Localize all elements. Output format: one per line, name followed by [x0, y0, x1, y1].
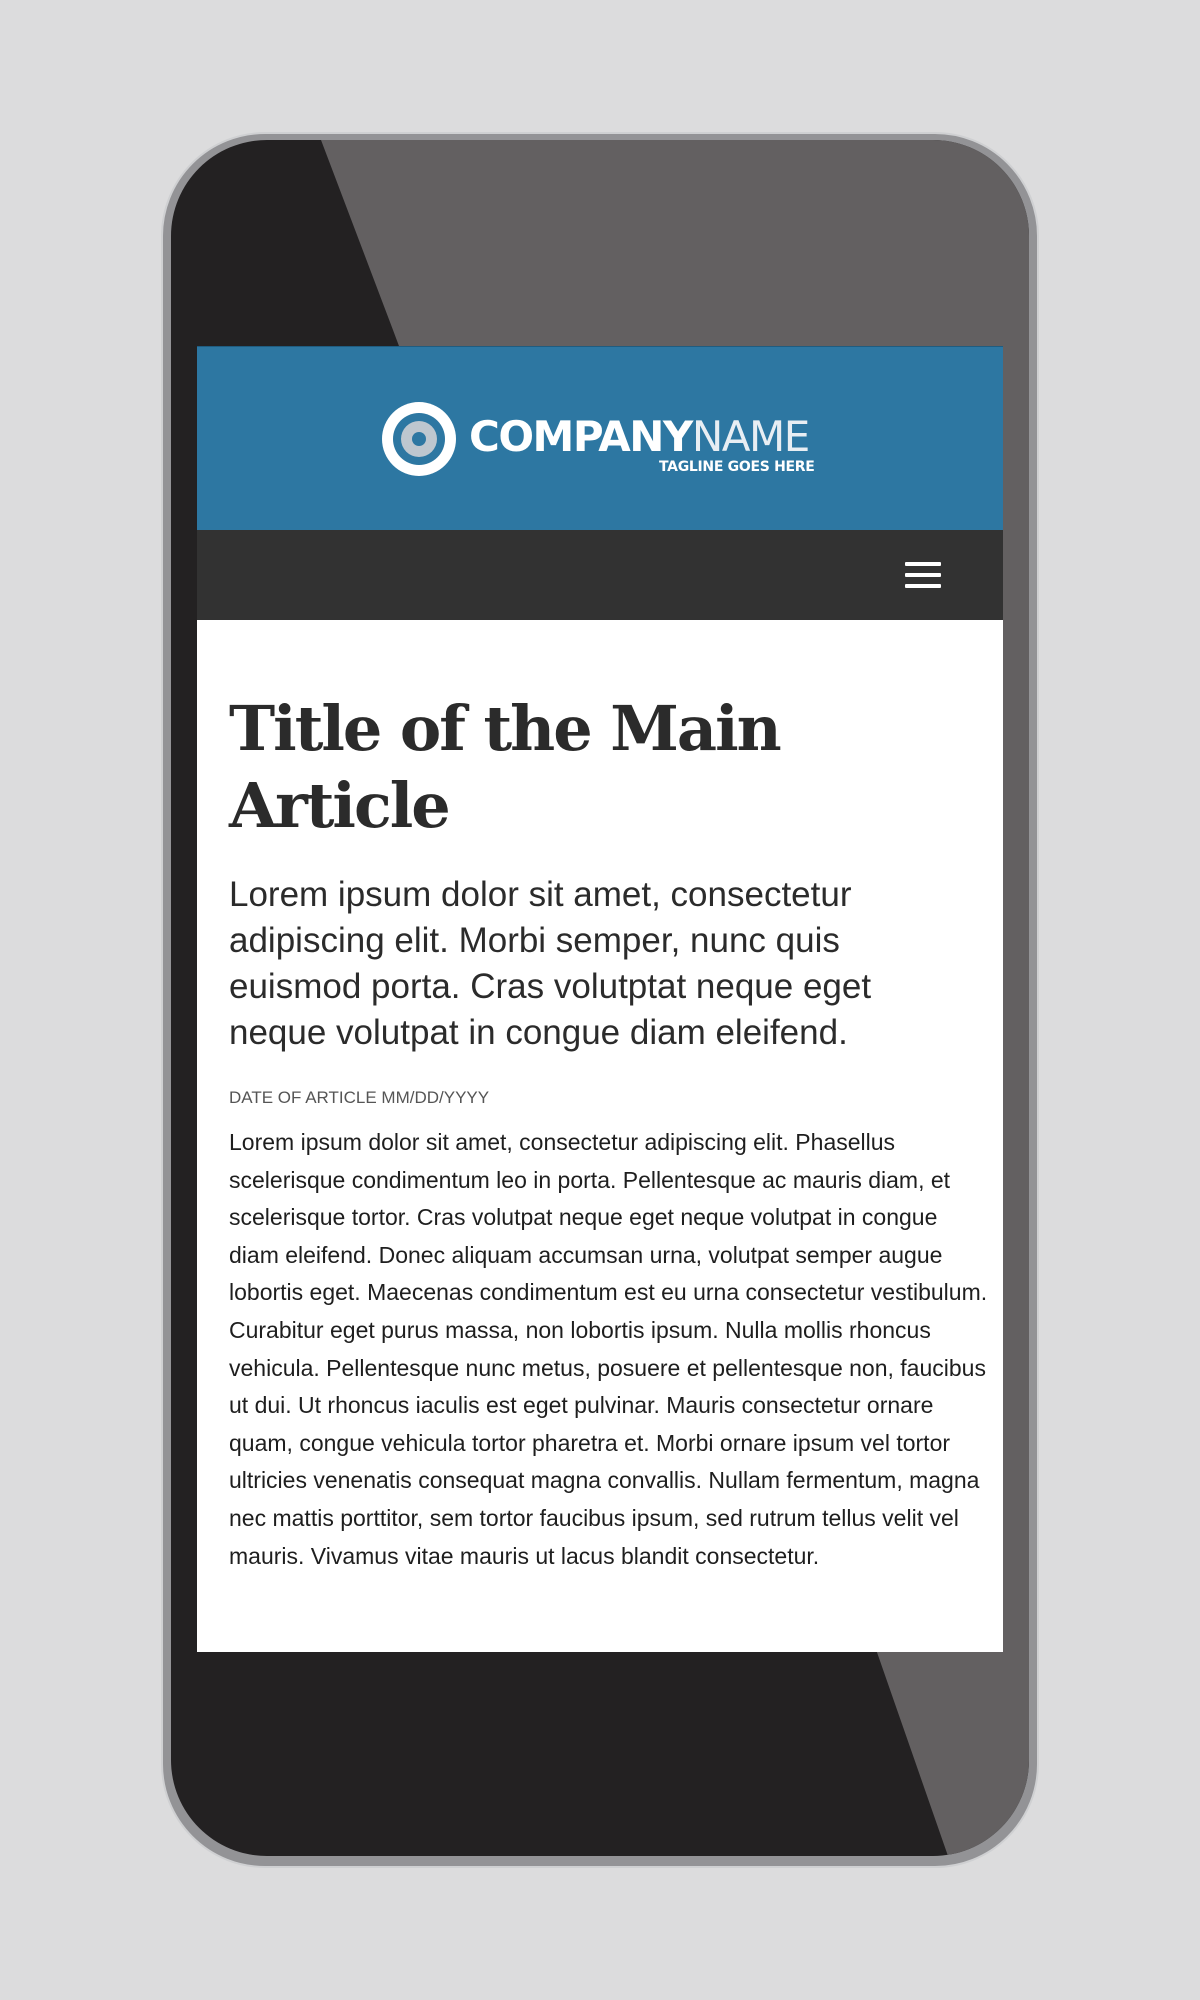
brand-name-light: NAME: [691, 412, 809, 461]
article-lead: Lorem ipsum dolor sit amet, consectetur adipiscing elit. Morbi semper, nunc quis euismod porta. Cras volutptat neque eget neque volutpat in congue diam eleifend.: [229, 875, 872, 1052]
brand-name-strong: COMPANY: [469, 412, 692, 461]
nav-bar: [197, 530, 1003, 620]
brand-tagline: TAGLINE GOES HERE: [659, 459, 815, 475]
menu-bar-bottom: [905, 584, 941, 588]
target-icon[interactable]: [382, 402, 456, 476]
menu-bar-top: [905, 562, 941, 566]
article-date: DATE OF ARTICLE MM/DD/YYYY: [229, 1088, 490, 1107]
menu-bar-middle: [905, 573, 941, 577]
article-title: Title of the Main Article: [229, 692, 780, 842]
phone-screen: [197, 346, 1003, 1652]
hamburger-menu-icon[interactable]: [903, 558, 943, 592]
site-header: [197, 346, 1003, 530]
article-body: Lorem ipsum dolor sit amet, consectetur adipiscing elit. Phasellus scelerisque condimentum leo in porta. Pellentesque ac mauris diam, et scelerisque tortor. Cras volutpat neque eget neque volutpat in congue diam eleifend. Donec aliquam accumsan urna, volutpat semper augue lobortis eget. Maecenas condimentum est eu urna consectetur vestibulum. Curabitur eget purus massa, non lobortis ipsum. Nulla mollis rhoncus vehicula. Pellentesque nunc metus, posuere et pellentesque non, faucibus ut dui. Ut rhoncus iaculis est eget pulvinar. Mauris consectetur ornare quam, congue vehicula tortor pharetra et. Morbi ornare ipsum vel tortor ultricies venenatis consequat magna convallis. Nullam fermentum, magna nec mattis porttitor, sem tortor faucibus ipsum, sed rutrum tellus velit vel mauris. Vivamus vitae mauris ut lacus blandit consectetur.: [229, 1129, 988, 1569]
brand-name[interactable]: [469, 413, 809, 461]
